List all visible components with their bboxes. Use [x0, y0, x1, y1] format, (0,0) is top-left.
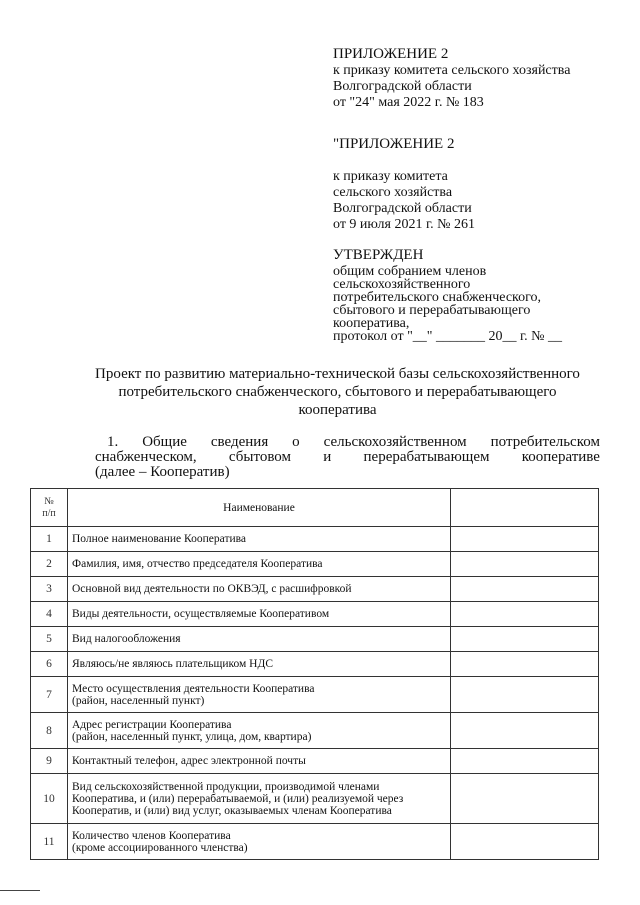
section-heading-line [95, 450, 600, 465]
title-line: кооператива [298, 402, 377, 418]
heading-word: перерабатывающем [363, 449, 490, 465]
row-value-cell[interactable] [451, 652, 599, 677]
table-row [31, 627, 599, 652]
section-heading-line [95, 435, 600, 450]
approval-line: сельскохозяйственного [333, 277, 471, 292]
row-value-cell[interactable] [451, 713, 599, 749]
header-number-label: п/п [42, 507, 56, 519]
table-row [31, 713, 599, 749]
appendix-line: к приказу комитета сельского хозяйства [333, 63, 571, 78]
heading-word: кооперативе [521, 449, 600, 465]
appendix-title: ПРИЛОЖЕНИЕ 2 [333, 46, 449, 62]
table-header-row [31, 489, 599, 527]
heading-word: потребительском [490, 434, 600, 450]
row-value-cell[interactable] [451, 677, 599, 713]
section-number: 1. [107, 434, 119, 450]
row-number: 8 [31, 713, 68, 749]
heading-word: сбытовом [228, 449, 292, 465]
row-number: 5 [31, 627, 68, 652]
row-value-cell[interactable] [451, 577, 599, 602]
row-name-line: Вид сельскохозяйственной продукции, производимой членами [72, 780, 380, 793]
row-number: 1 [31, 527, 68, 552]
row-name-line: Количество членов Кооператива [72, 829, 231, 842]
row-value-cell[interactable] [451, 824, 599, 860]
table-row [31, 577, 599, 602]
header-number-cell [31, 489, 68, 527]
header-value-cell [451, 489, 599, 527]
heading-word: Общие [142, 434, 187, 450]
approval-line: кооператива, [333, 316, 410, 331]
table-row [31, 527, 599, 552]
section-heading [95, 435, 600, 480]
document-title [90, 365, 585, 419]
row-name [68, 552, 451, 577]
row-name-line: Адрес регистрации Кооператива [72, 718, 232, 731]
row-name-line: Виды деятельности, осуществляемые Кооперативом [72, 608, 330, 620]
row-name-line: (район, населенный пункт, улица, дом, квартира) [72, 730, 312, 743]
appendix-line: Волгоградской области [333, 79, 472, 94]
original-appendix-line: Волгоградской области [333, 201, 472, 216]
table-row [31, 652, 599, 677]
row-name [68, 824, 451, 860]
row-number: 7 [31, 677, 68, 713]
row-value-cell[interactable] [451, 749, 599, 774]
protocol-line: протокол от "__" _______ 20__ г. № __ [333, 329, 563, 344]
row-name-line: Фамилия, имя, отчество председателя Кооператива [72, 558, 323, 570]
approval-line: потребительского снабженческого, [333, 290, 542, 305]
row-number: 10 [31, 774, 68, 824]
row-name [68, 677, 451, 713]
row-name-line: (кроме ассоциированного членства) [72, 841, 248, 854]
title-line: Проект по развитию материально-технической базы сельскохозяйственного [95, 366, 580, 382]
table-row [31, 552, 599, 577]
section-heading-line: (далее – Кооператив) [95, 464, 230, 480]
row-value-cell[interactable] [451, 627, 599, 652]
table-row [31, 749, 599, 774]
row-name-line: Основной вид деятельности по ОКВЭД, с расшифровкой [72, 583, 352, 595]
row-name [68, 627, 451, 652]
approval-block [333, 247, 562, 343]
row-name-line: Являюсь/не являюсь плательщиком НДС [72, 658, 273, 670]
appendix-header [333, 45, 570, 111]
row-name-line: Полное наименование Кооператива [72, 533, 247, 545]
row-name-line: (район, населенный пункт) [72, 694, 205, 707]
row-name-line: Кооператива, и (или) перерабатываемой, и (или) реализуемой через [72, 792, 404, 805]
row-value-cell[interactable] [451, 602, 599, 627]
row-name [68, 652, 451, 677]
row-number: 9 [31, 749, 68, 774]
row-name [68, 774, 451, 824]
original-appendix-header [333, 135, 475, 233]
row-number: 3 [31, 577, 68, 602]
row-number: 6 [31, 652, 68, 677]
row-name-line: Вид налогообложения [72, 633, 181, 645]
title-line: потребительского снабженческого, сбытового и перерабатывающего [118, 384, 557, 400]
row-name-line: Место осуществления деятельности Кооператива [72, 682, 315, 695]
row-value-cell[interactable] [451, 552, 599, 577]
original-appendix-title: "ПРИЛОЖЕНИЕ 2 [333, 136, 455, 152]
row-number: 11 [31, 824, 68, 860]
approval-line: общим собранием членов [333, 264, 487, 279]
heading-word: и [323, 449, 332, 465]
table-row [31, 774, 599, 824]
header-name-cell: Наименование [68, 489, 451, 527]
appendix-line: от "24" мая 2022 г. № 183 [333, 95, 484, 110]
table-row [31, 602, 599, 627]
original-appendix-line: сельского хозяйства [333, 185, 453, 200]
approval-title: УТВЕРЖДЕН [333, 247, 424, 263]
cooperative-info-table [30, 488, 599, 860]
row-name [68, 713, 451, 749]
table-row [31, 677, 599, 713]
row-value-cell[interactable] [451, 774, 599, 824]
row-name [68, 602, 451, 627]
heading-word: сельскохозяйственном [323, 434, 467, 450]
approval-line: сбытового и перерабатывающего [333, 303, 531, 318]
footnote-divider [0, 890, 40, 891]
original-appendix-line: от 9 июля 2021 г. № 261 [333, 217, 475, 232]
heading-word: сведения [210, 434, 269, 450]
header-number-label: № [44, 495, 54, 507]
row-number: 4 [31, 602, 68, 627]
row-name [68, 527, 451, 552]
heading-word: о [292, 434, 300, 450]
table-row [31, 824, 599, 860]
row-name-line: Контактный телефон, адрес электронной почты [72, 755, 306, 767]
row-name [68, 577, 451, 602]
heading-word: снабженческом, [95, 449, 197, 465]
row-name-line: Кооператив, и (или) вид услуг, оказываемых членам Кооператива [72, 804, 392, 817]
row-value-cell[interactable] [451, 527, 599, 552]
row-number: 2 [31, 552, 68, 577]
original-appendix-line: к приказу комитета [333, 169, 448, 184]
row-name [68, 749, 451, 774]
